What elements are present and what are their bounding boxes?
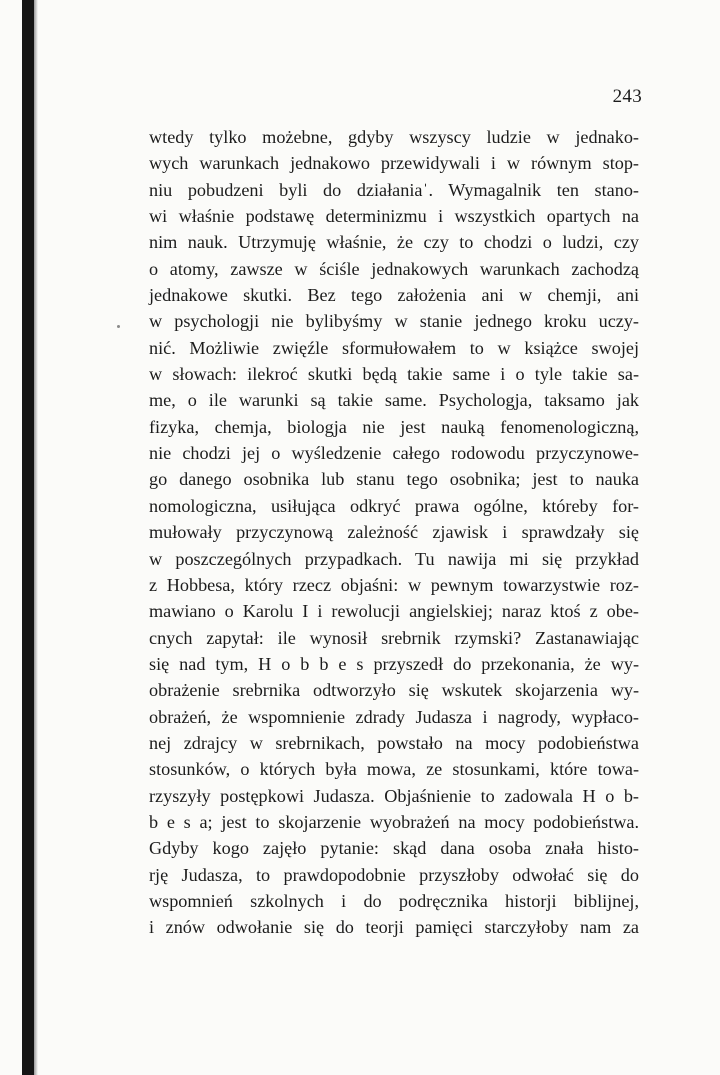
text-line: nej zdrajcy w srebrnikach, powstało na mocy podobieństwa: [149, 732, 639, 753]
text-line: jednakowe skutki. Bez tego założenia ani w chemji, ani: [149, 285, 639, 306]
text-line: cnych zapytał: ile wynosił srebrnik rzymski? Zastanawiając: [149, 627, 639, 648]
text-line: obrażeń, że wspomnienie zdrady Judasza i nagrody, wypłaco-: [149, 706, 639, 727]
text-line: go danego osobnika lub stanu tego osobnika; jest to nauka: [149, 469, 639, 490]
text-line: fizyka, chemja, biologja nie jest nauką fenomenologiczną,: [149, 416, 639, 437]
text-line: Gdyby kogo zajęło pytanie: skąd dana osoba znała histo-: [149, 838, 639, 859]
binding-shadow: [34, 0, 38, 1075]
text-line: w słowach: ilekroć skutki będą takie same i o tyle takie sa-: [149, 364, 639, 385]
text-line: niu pobudzeni byli do działaniaˈ. Wymagalnik ten stano-: [149, 179, 639, 200]
text-line: me, o ile warunki są takie same. Psychologja, taksamo jak: [149, 390, 639, 411]
margin-speck: [117, 325, 120, 328]
text-line: nić. Możliwie zwięźle sformułowałem to w książce swojej: [149, 337, 639, 358]
book-binding-edge: [22, 0, 34, 1075]
text-line: o atomy, zawsze w ściśle jednakowych warunkach zachodzą: [149, 258, 639, 279]
text-line: rzyszyły postępkowi Judasza. Objaśnienie to zadowala H o b-: [149, 785, 639, 806]
text-line: nim nauk. Utrzymuję właśnie, że czy to chodzi o ludzi, czy: [149, 232, 639, 253]
text-line: z Hobbesa, który rzecz objaśni: w pewnym towarzystwie roz-: [149, 574, 639, 595]
text-line: nomologiczna, usiłująca odkryć prawa ogólne, któreby for-: [149, 495, 639, 516]
text-line: wych warunkach jednakowo przewidywali i w równym stop-: [149, 153, 639, 174]
text-line: w poszczególnych przypadkach. Tu nawija mi się przykład: [149, 548, 639, 569]
text-line: stosunków, o których była mowa, ze stosunkami, które towa-: [149, 759, 639, 780]
page-body-text: [149, 124, 639, 941]
text-line: wi właśnie podstawę determinizmu i wszystkich opartych na: [149, 206, 639, 227]
text-line: b e s a; jest to skojarzenie wyobrażeń na mocy podobieństwa.: [149, 811, 639, 832]
text-line: rję Judasza, to prawdopodobnie przyszłoby odwołać się do: [149, 864, 639, 885]
text-line: mawiano o Karolu I i rewolucji angielskiej; naraz ktoś z obe-: [149, 601, 639, 622]
text-line: w psychologji nie bylibyśmy w stanie jednego kroku uczy-: [149, 311, 639, 332]
text-line: wspomnień szkolnych i do podręcznika historji biblijnej,: [149, 890, 639, 911]
page-number: 243: [612, 86, 642, 107]
text-line: mułowały przyczynową zależność zjawisk i sprawdzały się: [149, 522, 639, 543]
text-line: obrażenie srebrnika odtworzyło się wskutek skojarzenia wy-: [149, 680, 639, 701]
text-line: nie chodzi jej o wyśledzenie całego rodowodu przyczynowe-: [149, 443, 639, 464]
text-line: się nad tym, H o b b e s przyszedł do przekonania, że wy-: [149, 653, 639, 674]
text-line: wtedy tylko możebne, gdyby wszyscy ludzie w jednako-: [149, 127, 639, 147]
text-line: i znów odwołanie się do teorji pamięci starczyłoby nam za: [149, 917, 639, 938]
